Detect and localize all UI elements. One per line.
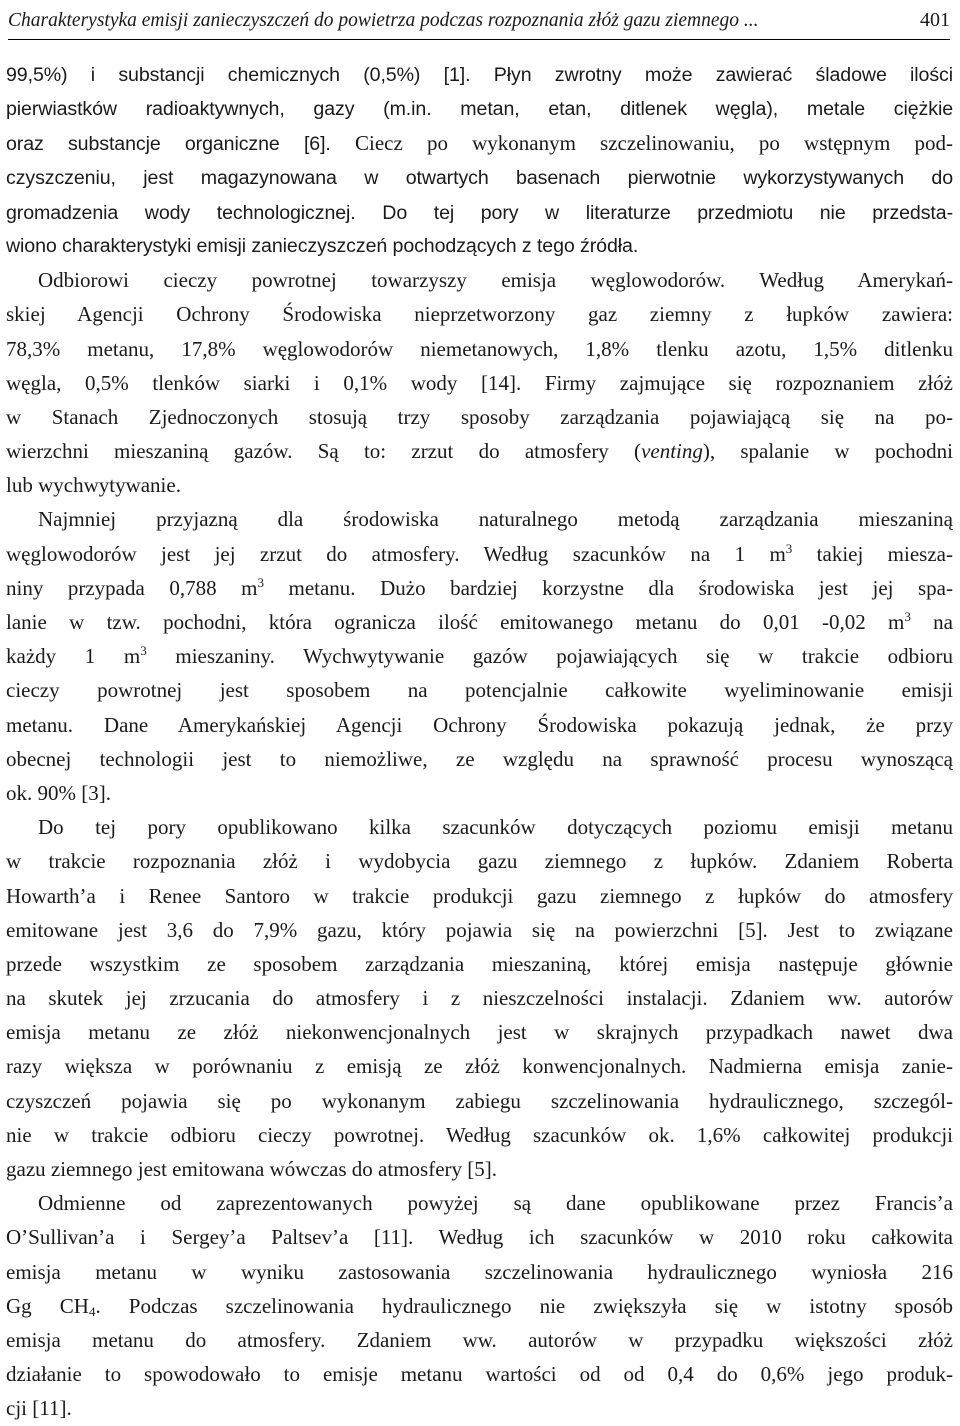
text-line: węglowodorów jest jej zrzut do atmosfery. Według szacunków na 1 $m^3$ takiej miesza- <box>6 540 953 566</box>
text-line: czyszczeń pojawia się po wykonanym zabiegu szczelinowania hydraulicznego, szczegól- <box>6 1088 953 1113</box>
running-header <box>8 6 950 40</box>
text-line: czyszczeniu, jest magazynowana w otwartych basenach pierwotnie wykorzystywanych do <box>6 166 953 189</box>
text-line: razy większa w porównaniu z emisją ze złóż konwencjonalnych. Nadmierna emisja zanie- <box>6 1054 953 1079</box>
text-line: 78,3% metanu, 17,8% węglowodorów niemetanowych, 1,8% tlenku azotu, 1,5% ditlenku <box>6 336 953 361</box>
text-line: skiej Agencji Ochrony Środowiska nieprzetworzony gaz ziemny z łupków zawiera: <box>6 302 953 327</box>
text-line: lanie w tzw. pochodni, która ogranicza ilość emitowanego metanu do 0,01 -0,02 $m^3$ na <box>6 609 953 634</box>
text-line: obecnej technologii jest to niemożliwe, ze względu na sprawność procesu wynoszącą <box>6 746 953 771</box>
text-line: w trakcie rozpoznania złóż i wydobycia gazu ziemnego z łupków. Zdaniem Roberta <box>6 849 953 874</box>
body-text <box>6 58 953 1426</box>
text-line: cji [11]. <box>6 1396 72 1421</box>
text-line: wierzchni mieszaniną gazów. Są to: zrzut do atmosfery (venting), spalanie w pochodni <box>6 439 953 464</box>
term-venting: venting <box>641 439 703 464</box>
text-line: O’Sullivan’a i Sergey’a Paltsev’a [11]. Według ich szacunków w 2010 roku całkowita <box>6 1225 953 1250</box>
text-line: cieczy powrotnej jest sposobem na potencjalnie całkowite wyeliminowanie emisji <box>6 678 953 703</box>
text-line: Gg $CH_4$. Podczas szczelinowania hydraulicznego nie zwiększyła się w istotny sposób <box>6 1293 953 1319</box>
text-line: gromadzenia wody technologicznej. Do tej pory w literaturze przedmiotu nie przedsta- <box>6 201 953 224</box>
text-line: emisja metanu do atmosfery. Zdaniem ww. autorów w przypadku większości złóż <box>6 1327 953 1352</box>
text-line: nie w trakcie odbioru cieczy powrotnej. Według szacunków ok. 1,6% całkowitej produkcji <box>6 1122 953 1147</box>
text-line: Odbiorowi cieczy powrotnej towarzyszy emisja węglowodorów. Według Amerykań- <box>38 268 953 293</box>
text-line: wiono charakterystyki emisji zanieczyszczeń pochodzących z tego źródła. <box>6 234 639 257</box>
text-line: emisja metanu w wyniku zastosowania szczelinowania hydraulicznego wyniosła 216 <box>6 1259 953 1284</box>
text-line: działanie to spowodowało to emisje metanu wartości od od 0,4 do 0,6% jego produk- <box>6 1362 953 1387</box>
text-line: metanu. Dane Amerykańskiej Agencji Ochrony Środowiska pokazują jednak, że przy <box>6 712 953 737</box>
running-title: Charakterystyka emisji zanieczyszczeń do powietrza podczas rozpoznania złóż gazu ziemnego ... <box>8 9 759 31</box>
text-line: ok. 90% [3]. <box>6 780 111 805</box>
text-line: niny przypada 0,788 $m^3$ metanu. Dużo bardziej korzystne dla środowiska jest jej spa- <box>6 574 953 600</box>
text-line: Do tej pory opublikowano kilka szacunków dotyczących poziomu emisji metanu <box>38 815 953 840</box>
text-line: gazu ziemnego jest emitowana wówczas do atmosfery [5]. <box>6 1157 497 1181</box>
text-line: lub wychwytywanie. <box>6 473 181 498</box>
text-line: emitowane jest 3,6 do 7,9% gazu, który pojawia się na powierzchni [5]. Jest to związane <box>6 917 953 942</box>
text-line: Najmniej przyjazną dla środowiska naturalnego metodą zarządzania mieszaniną <box>38 507 953 532</box>
text-line: Odmienne od zaprezentowanych powyżej są dane opublikowane przez Francis’a <box>38 1191 953 1216</box>
text-line: każdy 1 $m^3$ mieszaniny. Wychwytywanie gazów pojawiających się w trakcie odbioru <box>6 643 953 669</box>
text-line: oraz substancje organiczne [6]. Ciecz po wykonanym szczelinowaniu, po wstępnym pod- <box>6 131 953 156</box>
text-line: Howarth’a i Renee Santoro w trakcie produkcji gazu ziemnego z łupków do atmosfery <box>6 883 953 908</box>
text-line: w Stanach Zjednoczonych stosują trzy sposoby zarządzania pojawiającą się na po- <box>6 404 953 429</box>
text-line: na skutek jej zrzucania do atmosfery i z nieszczelności instalacji. Zdaniem ww. autorów <box>6 986 953 1011</box>
text-line: 99,5%) i substancji chemicznych (0,5%) [1]. Płyn zwrotny może zawierać śladowe ilości <box>6 64 953 86</box>
text-line: pierwiastków radioaktywnych, gazy (m.in. metan, etan, ditlenek węgla), metale ciężkie <box>6 98 953 121</box>
text-line: przede wszystkim ze sposobem zarządzania mieszaniną, której emisja następuje głównie <box>6 951 953 976</box>
text-line: emisja metanu ze złóż niekonwencjonalnych jest w skrajnych przypadkach nawet dwa <box>6 1020 953 1045</box>
page-number: 401 <box>920 9 950 31</box>
text-line: węgla, 0,5% tlenków siarki i 0,1% wody [14]. Firmy zajmujące się rozpoznaniem złóż <box>6 370 953 395</box>
